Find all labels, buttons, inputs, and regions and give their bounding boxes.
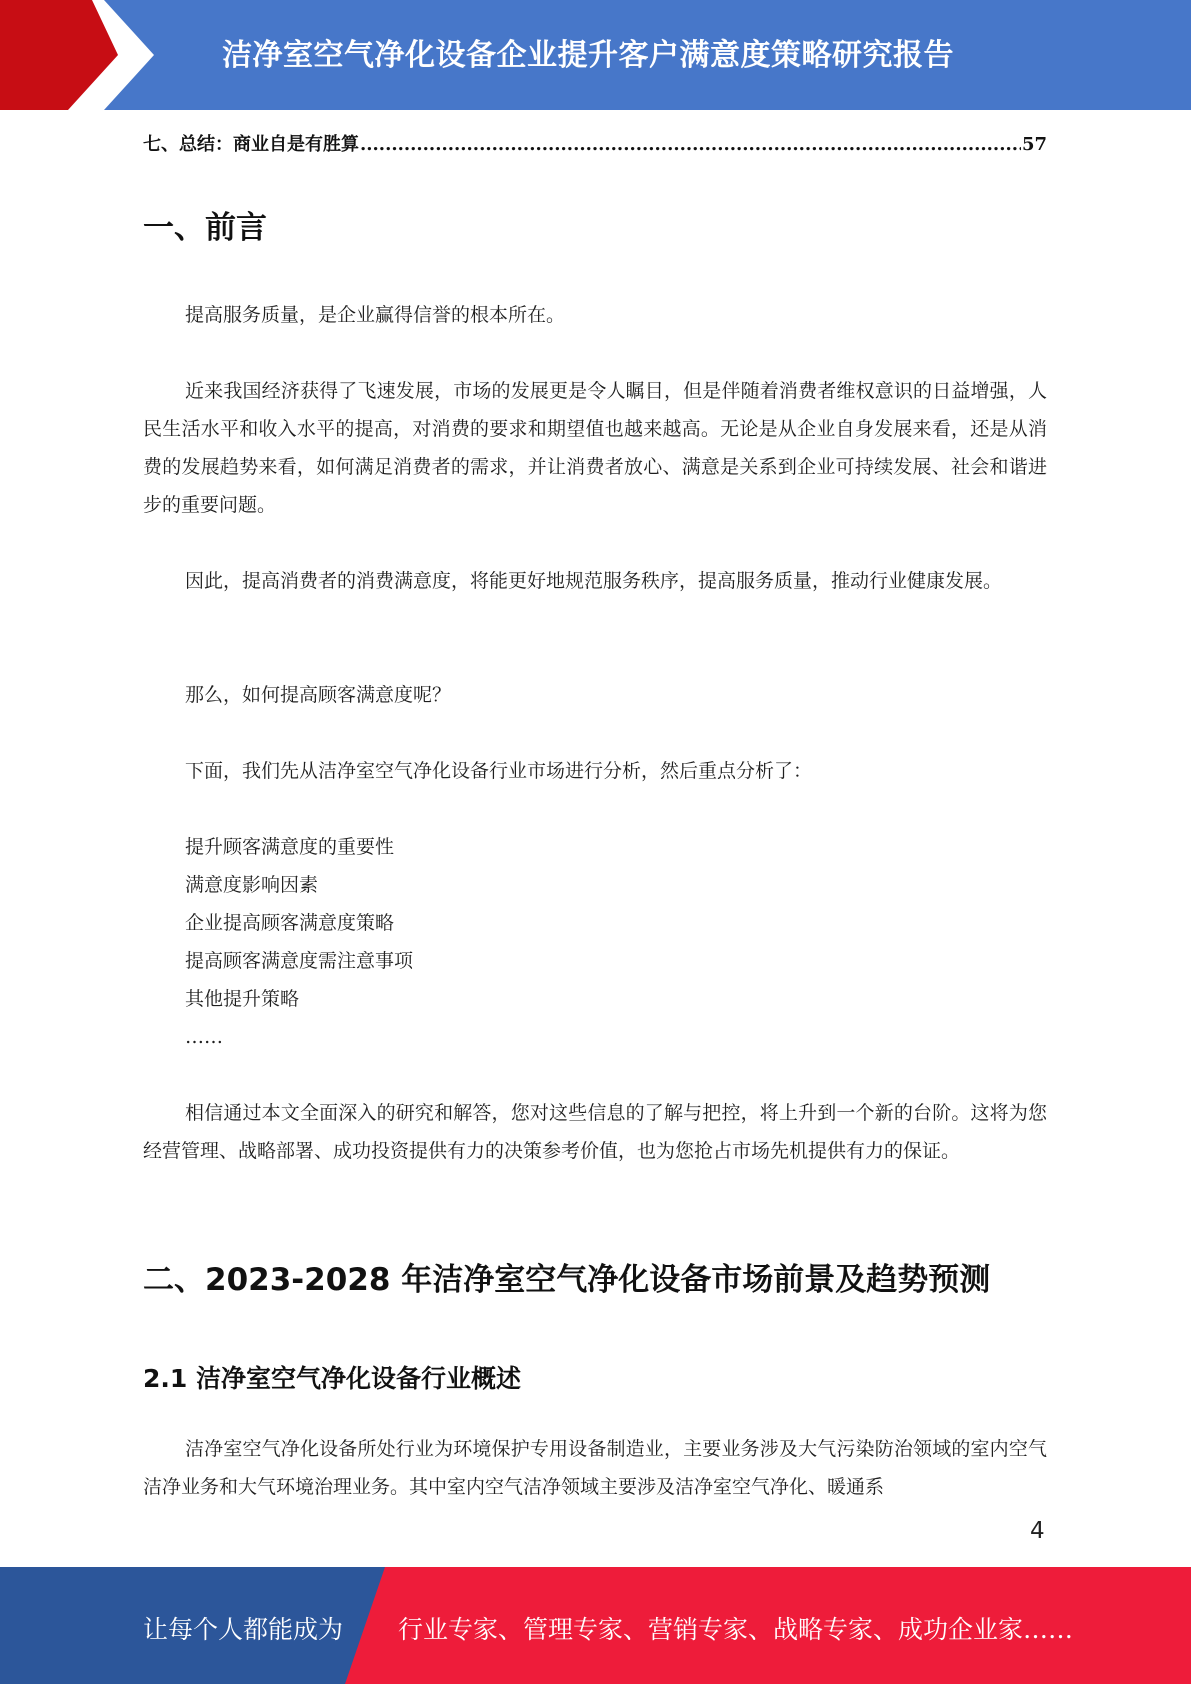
paragraph: 提高服务质量，是企业赢得信誉的根本所在。 [185, 304, 566, 326]
list-item: 提升顾客满意度的重要性 [185, 836, 395, 858]
list-item: 提高顾客满意度需注意事项 [185, 950, 414, 972]
toc-entry-page: 57 [1021, 134, 1047, 155]
paragraph: 近来我国经济获得了飞速发展，市场的发展更是令人瞩目，但是伴随着消费者维权意识的日益增强，人民生活水平和收入水平的提高，对消费的要求和期望值也越来越高。无论是从企业自身发展来看，还是从消费的发展趋势来看，如何满足消费者的需求，并让消费者放心、满意是关系到企业可持续发展、社会和谐进步的重要问题。 [143, 380, 1047, 516]
section-heading-forecast: 二、2023-2028 年洁净室空气净化设备市场前景及趋势预测 [143, 1262, 991, 1298]
paragraph: 因此，提高消费者的消费满意度，将能更好地规范服务秩序，提高服务质量，推动行业健康发展。 [185, 570, 1003, 592]
toc-entry[interactable] [143, 130, 1047, 156]
footer-slogan-right: 行业专家、管理专家、营销专家、战略专家、成功企业家…… [398, 1615, 1074, 1644]
page-number: 4 [1030, 1518, 1045, 1544]
footer-slogan-left: 让每个人都能成为 [143, 1615, 344, 1644]
page-header [0, 0, 1191, 110]
list-item: 满意度影响因素 [185, 874, 319, 896]
subsection-heading-overview: 2.1 洁净室空气净化设备行业概述 [143, 1364, 521, 1393]
paragraph: 相信通过本文全面深入的研究和解答，您对这些信息的了解与把控，将上升到一个新的台阶。这将为您经营管理、战略部署、成功投资提供有力的决策参考价值，也为您抢占市场先机提供有力的保证。 [143, 1102, 1047, 1162]
list-item: 其他提升策略 [185, 988, 300, 1010]
toc-leader-dots [360, 134, 1021, 155]
toc-entry-label: 七、总结：商业自是有胜算 [143, 134, 359, 155]
paragraph: 洁净室空气净化设备所处行业为环境保护专用设备制造业，主要业务涉及大气污染防治领域的室内空气洁净业务和大气环境治理业务。其中室内空气洁净领域主要涉及洁净室空气净化、暖通系 [143, 1438, 1047, 1498]
report-title: 洁净室空气净化设备企业提升客户满意度策略研究报告 [222, 38, 954, 73]
list-item: 企业提高顾客满意度策略 [185, 912, 395, 934]
list-item: …… [185, 1026, 223, 1048]
paragraph: 下面，我们先从洁净室空气净化设备行业市场进行分析，然后重点分析了： [185, 760, 813, 782]
page-footer [0, 1567, 1191, 1684]
analysis-topic-list [185, 828, 413, 1056]
section-heading-preface: 一、前言 [143, 210, 267, 246]
paragraph: 那么，如何提高顾客满意度呢？ [185, 684, 452, 706]
